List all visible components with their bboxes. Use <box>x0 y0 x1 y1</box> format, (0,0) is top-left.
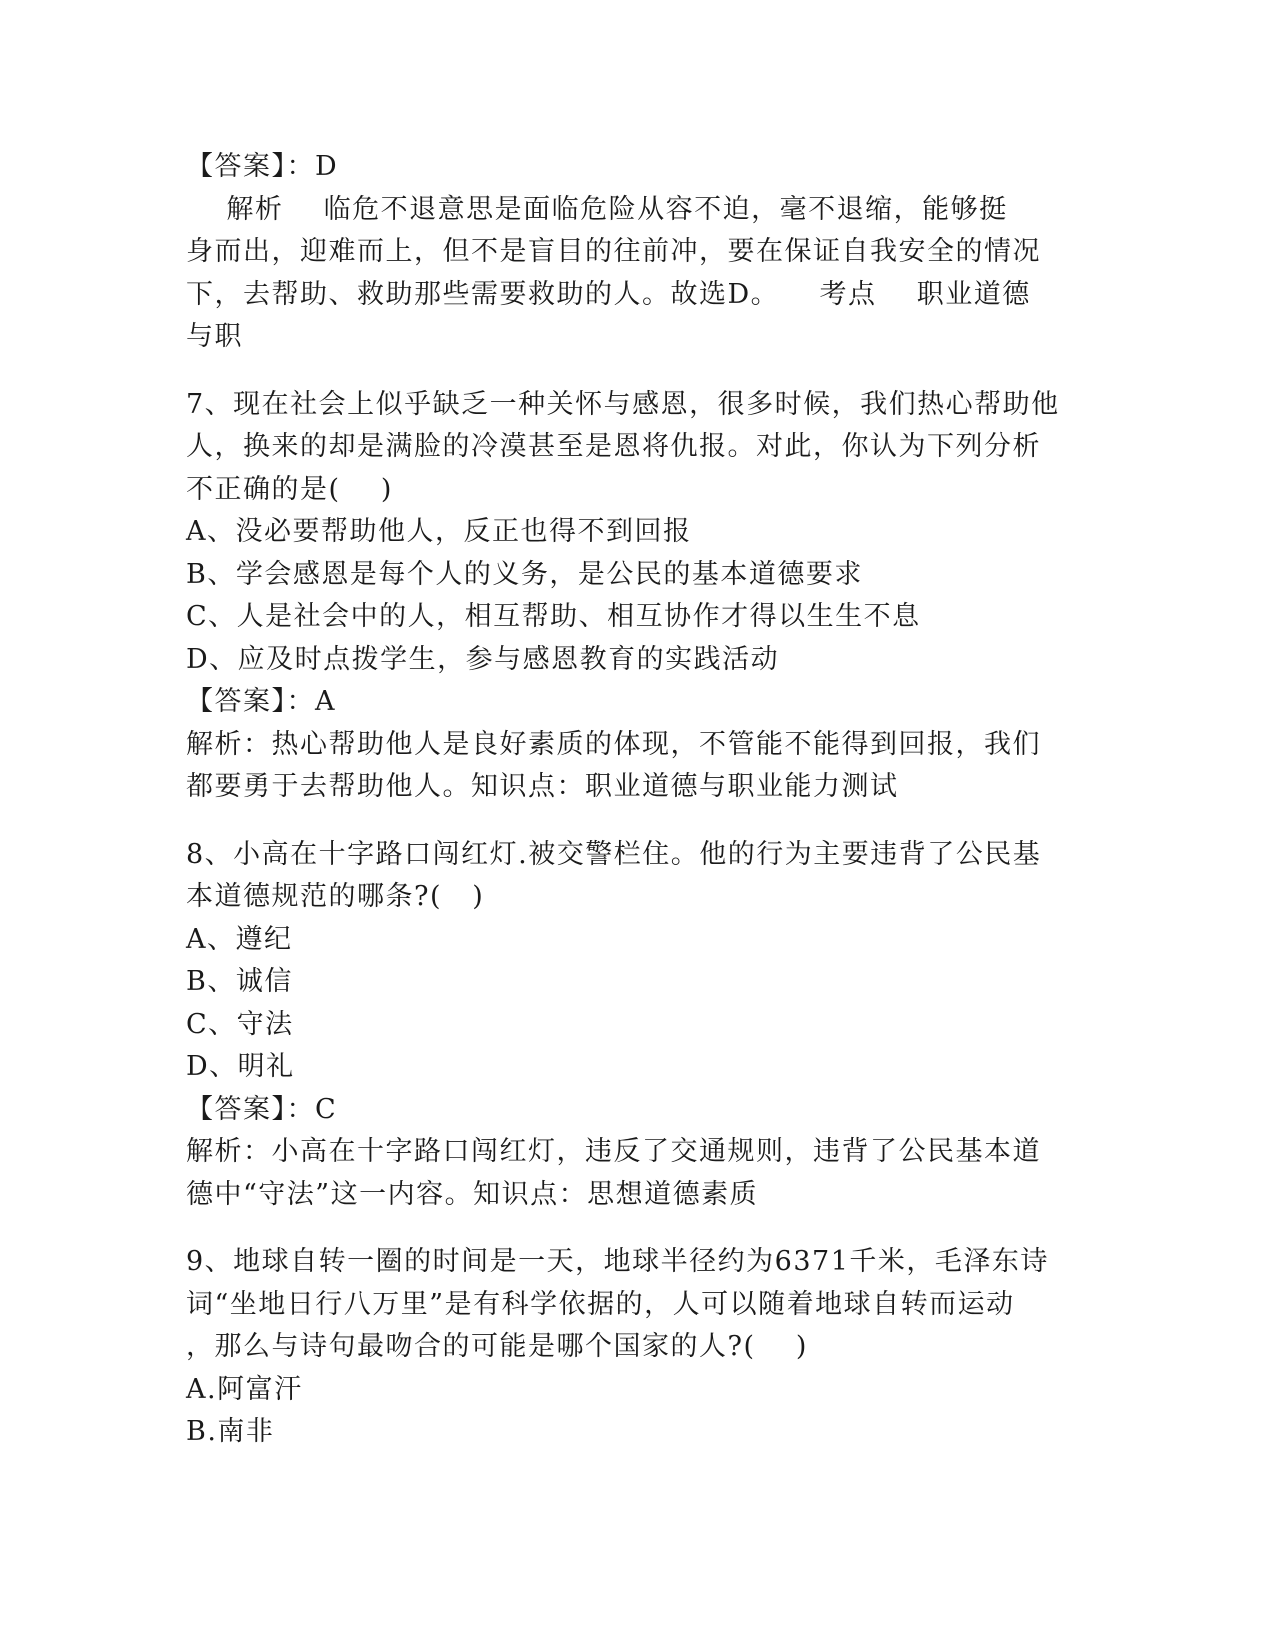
option-d: D、应及时点拨学生，参与感恩教育的实践活动 <box>186 643 780 675</box>
question-stem: 本道德规范的哪条?( ) <box>186 881 485 912</box>
option-a: A.阿富汗 <box>186 1373 303 1405</box>
question-8 <box>186 834 1076 1217</box>
option-a: A、遵纪 <box>186 923 293 955</box>
option-d: D、明礼 <box>186 1051 295 1082</box>
option-c: C、守法 <box>186 1008 294 1040</box>
question-stem: 9、地球自转一圈的时间是一天，地球半径约为6371千米，毛泽东诗 <box>186 1246 1049 1277</box>
question-stem: 人，换来的却是满脸的冷漠甚至是恩将仇报。对此，你认为下列分析 <box>186 431 1041 462</box>
question-stem: 不正确的是( ) <box>186 473 393 505</box>
question-6-answer-block <box>186 146 1076 359</box>
explanation-line: 解析：小高在十字路口闯红灯，违反了交通规则，违背了公民基本道 <box>186 1136 1041 1167</box>
explanation-line: 与职 <box>186 321 243 352</box>
document-page <box>186 146 1076 1454</box>
question-7 <box>186 384 1076 809</box>
question-stem: ，那么与诗句最吻合的可能是哪个国家的人?( ) <box>186 1331 808 1362</box>
answer-label: 【答案】：A <box>186 686 336 717</box>
option-b: B、诚信 <box>186 966 293 997</box>
option-b: B.南非 <box>186 1416 275 1447</box>
explanation-line: 德中“守法”这一内容。知识点：思想道德素质 <box>186 1178 759 1210</box>
question-9 <box>186 1241 1076 1454</box>
option-b: B、学会感恩是每个人的义务，是公民的基本道德要求 <box>186 558 863 590</box>
explanation-line: 都要勇于去帮助他人。知识点：职业道德与职业能力测试 <box>186 771 899 802</box>
explanation-line: 解析：热心帮助他人是良好素质的体现，不管能不能得到回报，我们 <box>186 728 1041 760</box>
explanation-line: 身而出，迎难而上，但不是盲目的往前冲，要在保证自我安全的情况 <box>186 236 1041 267</box>
answer-label: 【答案】：C <box>186 1093 338 1125</box>
explanation-line: 解析 临危不退意思是面临危险从容不迫，毫不退缩，能够挺 <box>186 193 1008 225</box>
question-stem: 8、小高在十字路口闯红灯.被交警栏住。他的行为主要违背了公民基 <box>186 838 1042 870</box>
option-c: C、人是社会中的人，相互帮助、相互协作才得以生生不息 <box>186 601 921 632</box>
question-stem: 词“坐地日行八万里”是有科学依据的，人可以随着地球自转而运动 <box>186 1288 1015 1320</box>
question-stem: 7、现在社会上似乎缺乏一种关怀与感恩，很多时候，我们热心帮助他 <box>186 388 1060 420</box>
explanation-line: 下，去帮助、救助那些需要救助的人。故选D。 考点 职业道德 <box>186 278 1031 310</box>
answer-label: 【答案】：D <box>186 151 339 182</box>
option-a: A、没必要帮助他人，反正也得不到回报 <box>186 516 692 547</box>
